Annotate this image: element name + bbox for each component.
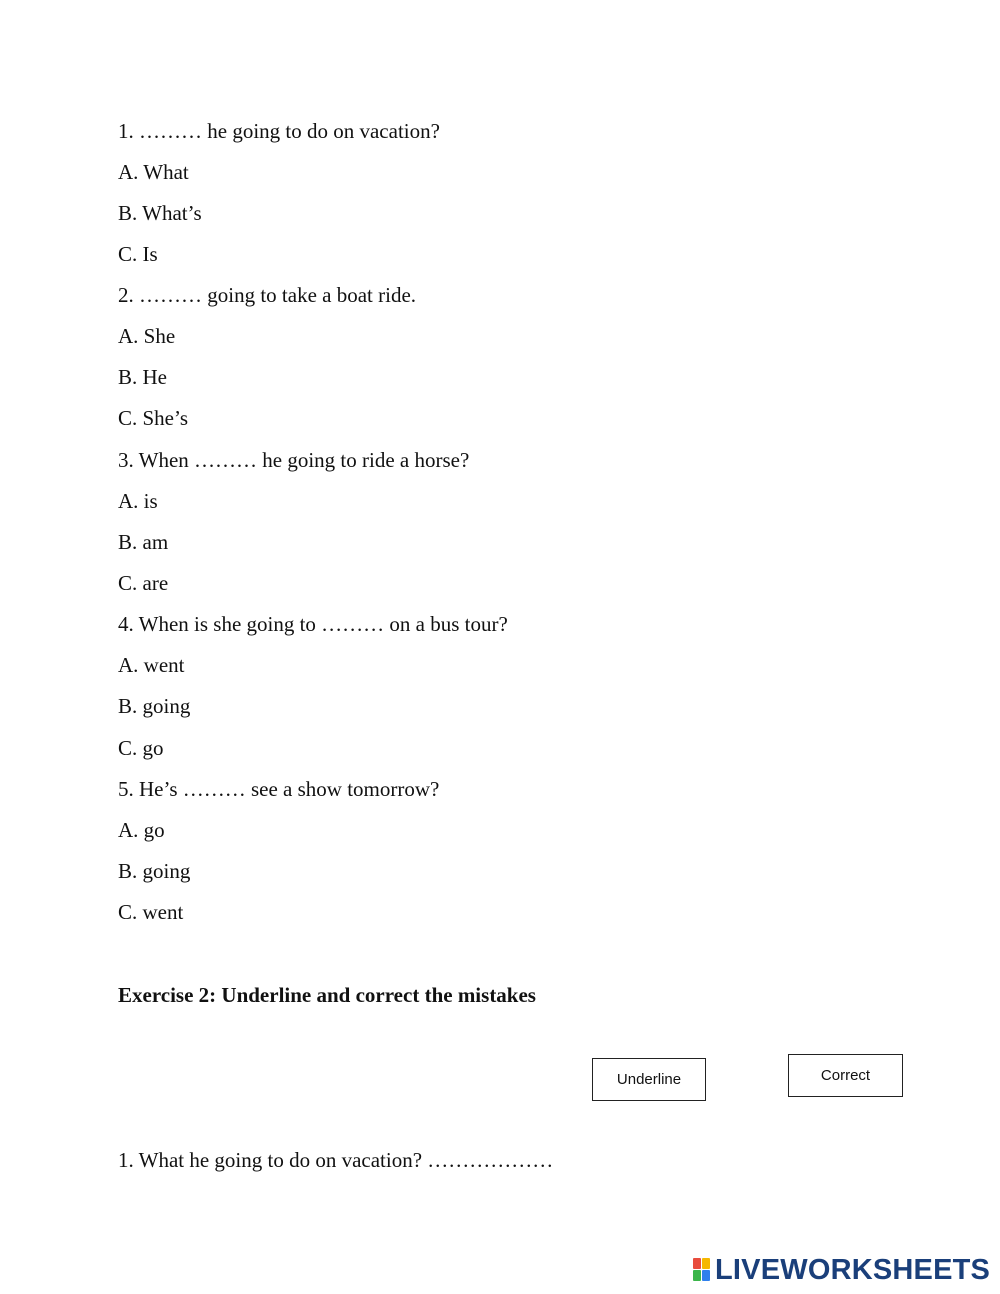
question-2-option-a[interactable]: A. She [118,324,176,348]
logo-block-blue [702,1270,710,1281]
question-2: 2. ……… going to take a boat ride. [118,283,417,307]
exercise-2-item-1: 1. What he going to do on vacation? ……………… [118,1148,554,1172]
logo-block-green [693,1270,701,1281]
question-3: 3. When ……… he going to ride a horse? [118,448,470,472]
logo-block-yellow [702,1258,710,1269]
liveworksheets-logo [693,1256,990,1284]
question-4-option-a[interactable]: A. went [118,653,185,677]
question-1-option-a[interactable]: A. What [118,160,189,184]
question-4: 4. When is she going to ……… on a bus tour? [118,612,508,636]
question-1-option-c[interactable]: C. Is [118,242,158,266]
question-3-option-a[interactable]: A. is [118,489,158,513]
liveworksheets-logo-icon [693,1258,711,1282]
question-1-option-b[interactable]: B. What’s [118,201,202,225]
underline-answer-box[interactable]: Underline [592,1058,706,1101]
question-5: 5. He’s ……… see a show tomorrow? [118,777,440,801]
question-3-option-c[interactable]: C. are [118,571,169,595]
question-5-option-c[interactable]: C. went [118,900,184,924]
question-4-option-b[interactable]: B. going [118,694,191,718]
question-5-option-b[interactable]: B. going [118,859,191,883]
question-3-option-b[interactable]: B. am [118,530,169,554]
question-5-option-a[interactable]: A. go [118,818,165,842]
question-1: 1. ……… he going to do on vacation? [118,119,440,143]
exercise-2-heading: Exercise 2: Underline and correct the mistakes [118,983,536,1007]
liveworksheets-logo-text: LIVEWORKSHEETS [715,1254,991,1286]
question-4-option-c[interactable]: C. go [118,736,164,760]
question-2-option-c[interactable]: C. She’s [118,406,189,430]
question-2-option-b[interactable]: B. He [118,365,167,389]
logo-block-red [693,1258,701,1269]
correct-answer-box[interactable]: Correct [788,1054,903,1097]
